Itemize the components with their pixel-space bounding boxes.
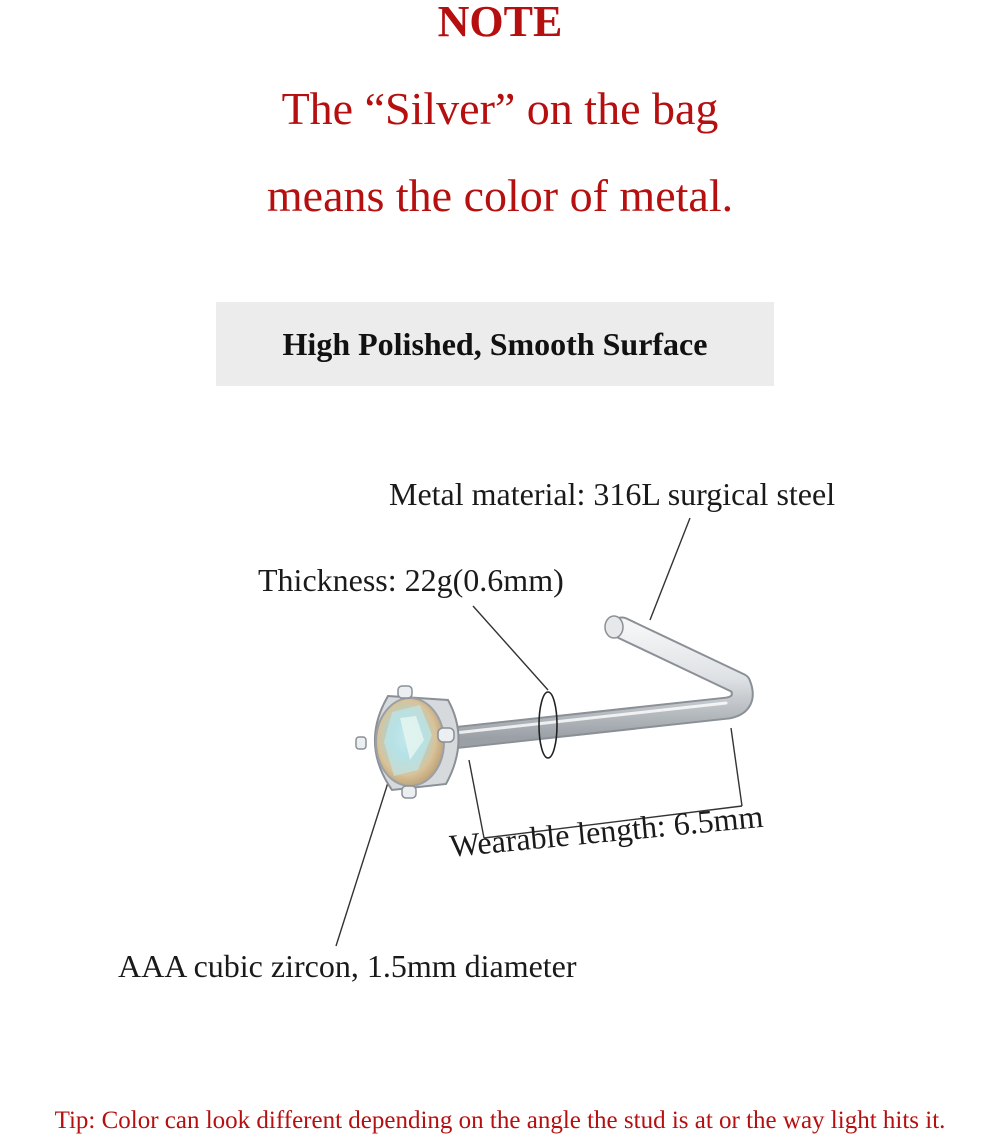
thickness-pointer-line (473, 606, 548, 690)
zircon-pointer-line (336, 770, 392, 946)
metal-material-callout: Metal material: 316L surgical steel (389, 476, 836, 512)
note-line-2: means the color of metal. (266, 170, 734, 221)
zircon-callout: AAA cubic zircon, 1.5mm diameter (118, 948, 577, 984)
wearable-length-callout: Wearable length: 6.5mm (448, 797, 765, 864)
metal-pointer-line (650, 518, 690, 620)
stud-bar (452, 616, 742, 738)
note-title: NOTE (437, 0, 563, 46)
color-tip: Tip: Color can look different depending on the angle the stud is at or the way light hits it. (54, 1107, 946, 1134)
surface-label: High Polished, Smooth Surface (282, 325, 708, 362)
note-line-1: The “Silver” on the bag (281, 83, 719, 134)
thickness-callout: Thickness: 22g(0.6mm) (258, 562, 564, 598)
gem-setting (356, 686, 459, 798)
